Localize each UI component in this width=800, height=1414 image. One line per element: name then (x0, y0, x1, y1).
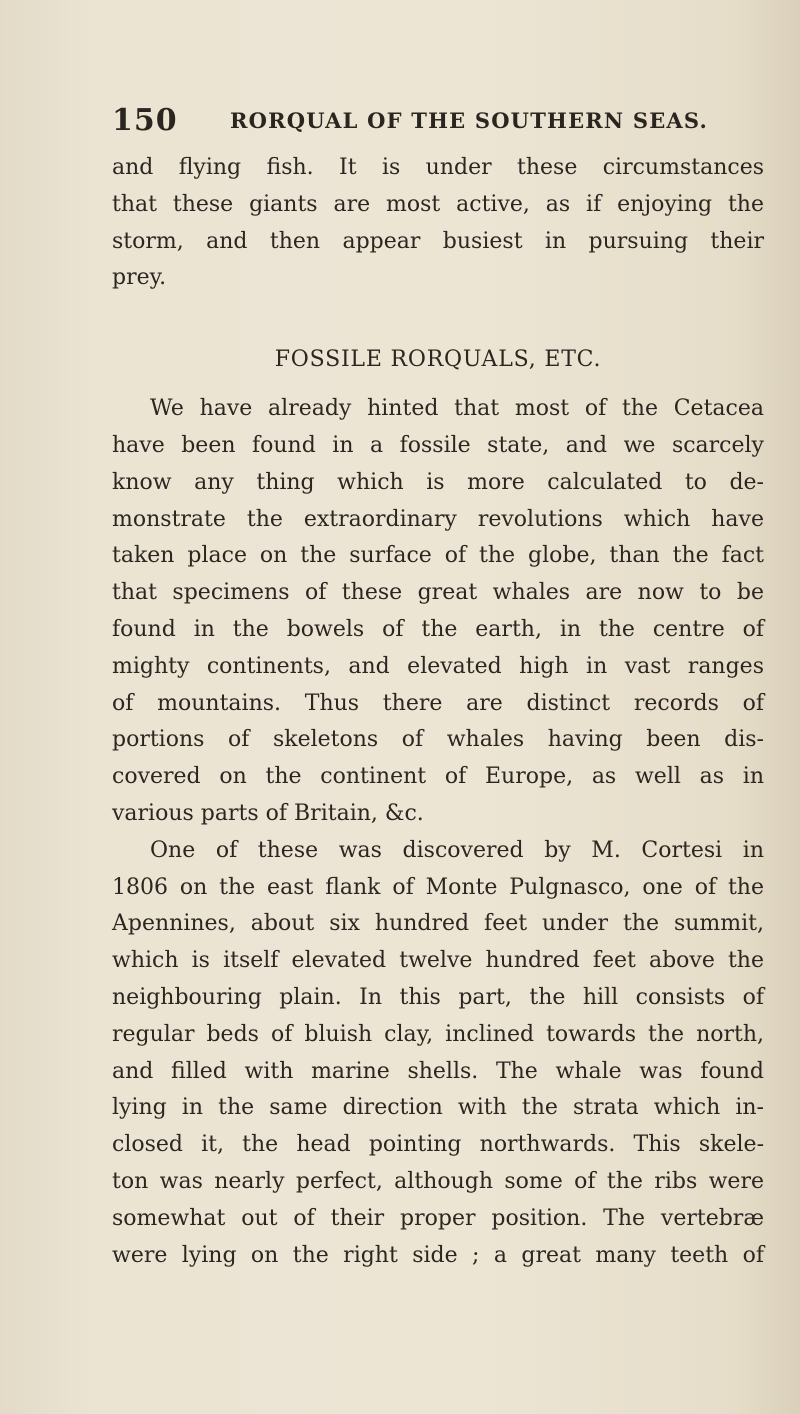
text-line: lying in the same direction with the strata which in- (112, 1095, 764, 1121)
running-title: RORQUAL OF THE SOUTHERN SEAS. (230, 108, 709, 133)
text-line: and flying fish. It is under these circumstances (112, 155, 764, 180)
text-line: monstrate the extraordinary revolutions which have (112, 506, 764, 532)
text-line: found in the bowels of the earth, in the centre of (112, 616, 764, 642)
text-line: somewhat out of their proper position. The vertebræ (112, 1205, 764, 1231)
text-line: which is itself elevated twelve hundred feet above the (112, 948, 764, 974)
page-number: 150 (112, 103, 178, 138)
text-line: 1806 on the east flank of Monte Pulgnasco, one of the (112, 874, 764, 900)
running-head (112, 103, 762, 143)
text-line: and filled with marine shells. The whale was found (112, 1058, 764, 1084)
section-heading: FOSSILE RORQUALS, ETC. (274, 347, 602, 373)
text-line: mighty continents, and elevated high in vast ranges (112, 653, 764, 679)
paragraph-continued (112, 150, 764, 297)
text-line: were lying on the right side ; a great many teeth of (112, 1242, 764, 1268)
text-line: of mountains. Thus there are distinct records of (112, 690, 764, 716)
text-line: covered on the continent of Europe, as well as in (112, 764, 764, 790)
text-line: have been found in a fossile state, and we scarcely (112, 432, 764, 458)
paragraph-monte-pulgnasco (112, 833, 764, 1275)
text-line: prey. (112, 265, 167, 291)
text-line: Apennines, about six hundred feet under the summit, (112, 911, 764, 937)
paragraph-fossile-cetacea (112, 391, 764, 833)
text-line: storm, and then appear busiest in pursuing their (112, 228, 764, 254)
text-line: various parts of Britain, &c. (112, 800, 424, 826)
text-line: portions of skeletons of whales having been dis- (112, 727, 764, 753)
text-line: regular beds of bluish clay, inclined towards the north, (112, 1021, 764, 1047)
text-line: that these giants are most active, as if enjoying the (112, 191, 764, 217)
text-line: One of these was discovered by M. Cortesi in (150, 837, 764, 863)
text-line: ton was nearly perfect, although some of the ribs were (112, 1168, 764, 1194)
text-line: neighbouring plain. In this part, the hill consists of (112, 984, 764, 1010)
text-line: We have already hinted that most of the Cetacea (150, 396, 764, 422)
text-line: that specimens of these great whales are now to be (112, 580, 764, 606)
text-line: closed it, the head pointing northwards. This skele- (112, 1132, 764, 1158)
text-line: taken place on the surface of the globe, than the fact (112, 543, 764, 569)
text-line: know any thing which is more calculated to de- (112, 469, 764, 495)
body-text (112, 150, 764, 1274)
